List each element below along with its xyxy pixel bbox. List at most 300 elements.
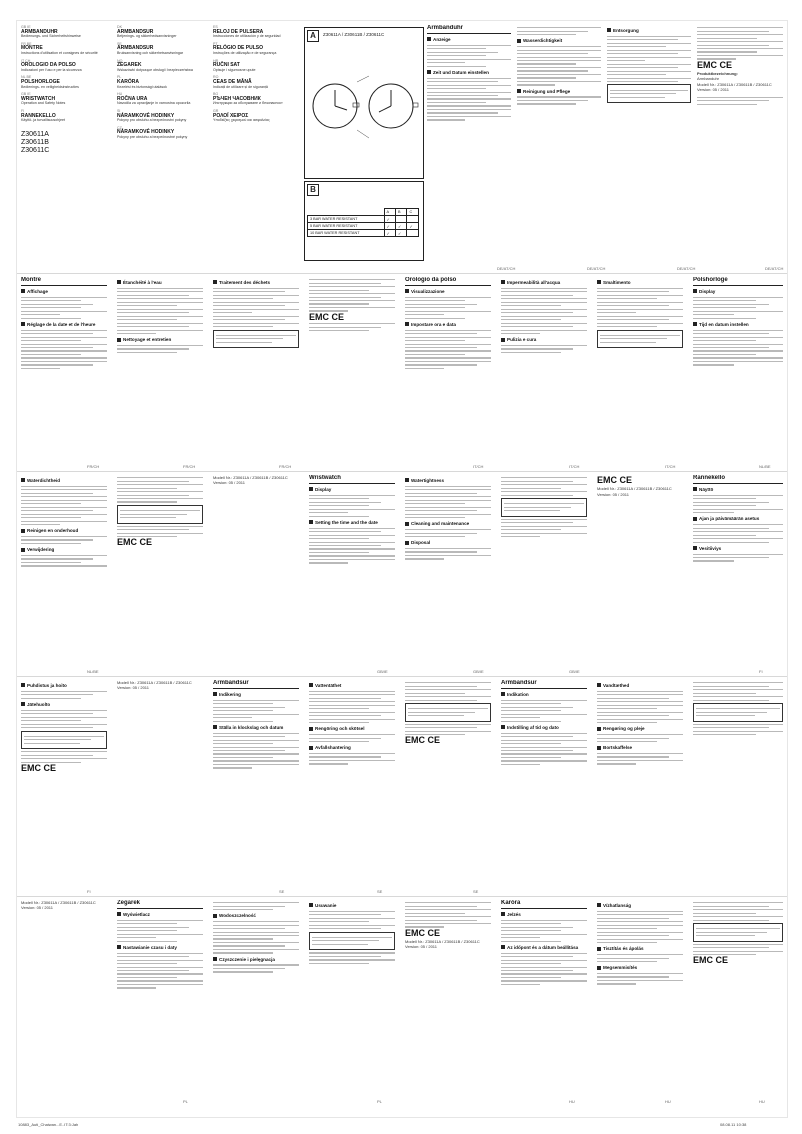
version-label: Version:: [405, 944, 420, 950]
version-label: Version:: [597, 491, 612, 497]
section-heading-text: Vattentäthet: [315, 683, 342, 688]
lang-sub: Operation and Safety Notes: [21, 101, 66, 106]
section-heading-text: Watertightness: [411, 478, 445, 483]
model-label: Modell Nr.:: [697, 81, 717, 87]
check-mark: ✓: [384, 230, 395, 237]
lang-title: ROČNA URA: [117, 95, 148, 102]
lang-sub: Wskazówki dotyczące obsługi i bezpieczeństwa: [117, 67, 193, 72]
warning-box: [21, 731, 107, 750]
section-heading-text: Puhdistus ja hoito: [27, 683, 67, 688]
nl-col3: [117, 475, 203, 549]
lang-code: NO: [117, 58, 123, 63]
section-heading: [693, 322, 783, 328]
section-heading-text: Reinigung und Pflege: [523, 88, 571, 94]
section-heading: [597, 946, 683, 952]
section-heading: [517, 89, 601, 95]
pl-col4: [405, 900, 491, 950]
de-col4: [697, 25, 783, 107]
section-heading: [117, 945, 203, 951]
nl-col1: [693, 277, 783, 368]
section-heading: [501, 337, 587, 343]
section-heading: [597, 965, 683, 971]
check-mark: ✓: [396, 223, 407, 230]
lang-title: RANNEKELLO: [21, 112, 56, 119]
lang-sub: Opisuje i sigurnosne upute: [213, 67, 256, 72]
pl-col2: [213, 900, 299, 975]
section-heading-text: Jätehuolto: [27, 701, 51, 707]
page-number: FI: [87, 889, 91, 894]
section-heading-text: Bortskaffelse: [603, 745, 633, 751]
version-value: 05 / 2011: [228, 480, 245, 486]
emc-ce-mark: EMC CE: [309, 311, 345, 322]
version-value: 05 / 2011: [612, 491, 629, 497]
row-2: [17, 273, 787, 472]
watch-figure-a: [304, 27, 424, 179]
fr-col4: [309, 277, 395, 334]
page-number: GB/IE: [377, 669, 388, 674]
manual-sheet: [16, 20, 788, 1118]
model-number: Z30611C: [21, 146, 50, 154]
version-value: 05 / 2011: [132, 685, 149, 691]
hu-col2: [597, 900, 683, 987]
section-heading-text: Visualizzazione: [411, 289, 445, 294]
section-heading: [597, 726, 683, 732]
section-heading: [21, 528, 107, 534]
lang-code: BG: [213, 92, 219, 97]
section-heading-text: Näyttö: [699, 487, 714, 492]
section-heading-text: Display: [315, 487, 332, 492]
col-header: A: [384, 209, 395, 216]
lang-sub: Bruksanvisning och säkerhetsanvisningar: [117, 50, 184, 55]
section-heading: [693, 487, 783, 493]
fi-col1: [693, 475, 783, 564]
section-heading: [693, 546, 783, 552]
lang-sub: Indicazioni per l'uso e per la sicurezza: [21, 67, 82, 72]
cover-row: [17, 21, 787, 274]
section-heading-text: Czyszczenie i pielęgnacja: [219, 956, 275, 962]
emc-ce-mark: EMC CE: [117, 537, 153, 548]
lang-title: NÁRAMKOVÉ HODINKY: [117, 112, 175, 119]
it-col1: [405, 277, 491, 371]
lang-title: POLSHORLOGE: [21, 78, 60, 85]
watch-face-illustration: [305, 46, 421, 166]
lang-code: RO: [213, 75, 219, 80]
section-heading-text: Affichage: [27, 289, 48, 294]
section-heading: [21, 547, 107, 553]
lang-sub: Pokyny pro obsluhu a bezpečnostní pokyny: [117, 118, 187, 123]
version-value: 05 / 2011: [712, 87, 729, 93]
warning-box: [117, 505, 203, 524]
page-number: DE/AT/CH: [677, 266, 696, 271]
product-info: [405, 939, 491, 950]
page-number: PL: [377, 1099, 382, 1104]
section-heading-text: Waterdichtheid: [27, 478, 61, 483]
lang-title: ARMBANDSUR: [117, 45, 154, 52]
section-heading-text: Nastawianie czasu i daty: [123, 944, 177, 950]
version-value: 05 / 2011: [420, 944, 437, 950]
section-heading-text: Rengøring og pleje: [603, 726, 645, 732]
section-title: Polshorloge: [693, 277, 783, 286]
section-title: Rannekello: [693, 475, 783, 484]
page-number: HU: [665, 1099, 671, 1104]
lang-code: ES: [213, 25, 218, 29]
section-heading: [607, 28, 691, 34]
section-heading: [21, 289, 107, 295]
lang-title: ARMBANDUHR: [21, 28, 58, 35]
dk-col3: [693, 680, 783, 738]
water-row-label: 3 BAR WATER RESISTANT: [308, 216, 385, 223]
lang-code: SI: [117, 108, 121, 113]
section-title: Armbanduhr: [427, 25, 511, 34]
dk-col4: [21, 900, 107, 911]
lang-sub: Indicații de utilizare și de siguranță: [213, 84, 268, 89]
nl-col2: [21, 475, 107, 569]
water-resistance-table: [307, 208, 419, 237]
water-row-label: 5 BAR WATER RESISTANT: [308, 223, 385, 230]
product-value: Armbanduhr: [697, 76, 720, 82]
page-number: IT/CH: [665, 464, 676, 469]
section-heading-text: Az időpont és a dátum beállítása: [507, 944, 579, 950]
gb-col2: [405, 475, 491, 562]
model-label: Modell Nr.:: [597, 486, 617, 492]
warning-box: [501, 498, 587, 517]
section-heading-text: Vízhatlanság: [603, 903, 632, 908]
lang-code: FI: [21, 108, 25, 113]
page-number: HU: [569, 1099, 575, 1104]
se-col3: [405, 680, 491, 747]
row-4: [17, 676, 787, 897]
warning-box: [693, 923, 783, 942]
section-heading: [597, 745, 683, 751]
model-value: Z30611A / Z30611B / Z30611C: [41, 900, 96, 905]
cover-langs-col2: [117, 25, 207, 142]
model-value: Z30611A / Z30611B / Z30611C: [425, 939, 480, 945]
section-heading: [117, 280, 203, 286]
section-title: Wristwatch: [309, 475, 395, 484]
lang-code: NL BE: [21, 75, 32, 80]
col-header: C: [407, 209, 419, 216]
lang-sub: Käyttö- ja turvallisuusohjeet: [21, 118, 65, 123]
page-number: FR/CH: [183, 464, 196, 469]
lang-code: GR: [213, 108, 219, 113]
lang-title: ΡΟΛΟΪ ΧΕΙΡΟΣ: [213, 112, 249, 119]
print-footer-left: 10883_Auti_Chaiwan...E..IT:3:Jah: [18, 1122, 79, 1127]
lang-code: CZ: [117, 125, 122, 130]
section-heading-text: Wyświetlacz: [123, 912, 150, 917]
section-heading-text: Display: [699, 289, 716, 294]
section-heading: [117, 337, 203, 343]
page-number: FI: [759, 669, 763, 674]
warning-box: [607, 84, 691, 103]
section-heading-text: Wodoszczelność: [219, 913, 256, 919]
product-info: [21, 900, 107, 911]
section-heading: [309, 726, 395, 732]
water-row-label: 10 BAR WATER RESISTANT: [308, 230, 385, 237]
fr-col2: [117, 277, 203, 355]
section-heading: [21, 478, 107, 484]
section-heading-text: Ajan ja päivämäärän asetus: [699, 516, 760, 522]
section-heading-text: Nettoyage et entretien: [123, 337, 172, 343]
section-heading: [501, 692, 587, 698]
section-title: Orologio da polso: [405, 277, 491, 286]
nl-col4: [213, 475, 299, 486]
emc-ce-mark: EMC CE: [21, 762, 57, 773]
section-heading-text: Impermeabilità all'acqua: [507, 280, 561, 285]
emc-ce-mark: EMC CE: [597, 475, 633, 485]
row-5: [17, 896, 787, 1106]
lang-code: IT CH: [21, 58, 31, 63]
lang-sub: Bedienungs- und Sicherheitshinweise: [21, 34, 81, 39]
section-heading: [309, 745, 395, 751]
lang-sub: Instructions d'utilisation et consignes de sécurité: [21, 50, 98, 55]
section-heading-text: Verwijdering: [27, 547, 55, 553]
lang-title: ZEGAREK: [117, 62, 142, 69]
section-heading: [309, 683, 395, 689]
check-mark: ✓: [407, 223, 419, 230]
model-number: Z30611A: [21, 130, 49, 138]
section-heading: [309, 520, 395, 526]
section-heading-text: Tijd en datum instellen: [699, 321, 749, 327]
page-number: SE: [473, 889, 479, 894]
water-table-figure: [304, 181, 424, 261]
fr-col1: [21, 277, 107, 371]
page-number: DE/AT/CH: [765, 266, 784, 271]
section-heading: [501, 912, 587, 918]
section-heading-text: Indikation: [507, 692, 529, 697]
page-number: FR/CH: [87, 464, 100, 469]
lang-code: FR BE: [21, 41, 32, 46]
product-info: [697, 71, 783, 93]
section-heading-text: Anzeige: [433, 37, 451, 42]
lang-title: NÁRAMKOVÉ HODINKY: [117, 129, 175, 136]
section-title: Armbandsur: [501, 680, 587, 689]
warning-box: [405, 703, 491, 722]
lang-title: RELOJ DE PULSERA: [213, 28, 264, 35]
page-number: GB/IE: [569, 669, 580, 674]
section-heading: [213, 957, 299, 963]
section-heading: [693, 516, 783, 522]
section-heading: [597, 683, 683, 689]
section-heading: [501, 945, 587, 951]
section-heading: [213, 725, 299, 731]
se-col1: [213, 680, 299, 771]
section-heading: [117, 912, 203, 918]
section-heading-text: Pulizia e cura: [507, 337, 537, 343]
section-heading-text: Disposal: [411, 540, 431, 546]
check-mark: ✓: [396, 230, 407, 237]
gb-col3: [501, 475, 587, 540]
section-heading: [427, 37, 511, 43]
section-heading: [21, 322, 107, 328]
warning-box: [597, 330, 683, 349]
row-3: [17, 471, 787, 677]
lang-sub: Navodila za upravljanje in varnostna opozorila: [117, 101, 191, 106]
product-label: Produktbezeichnung:: [697, 71, 738, 77]
model-value: Z30611A / Z30611B / Z30611C: [137, 680, 192, 685]
section-heading-text: Traitement des déchets: [219, 280, 271, 285]
figure-label-a: A: [307, 30, 319, 42]
section-heading: [405, 322, 491, 328]
section-heading-text: Setting the time and the date: [315, 519, 378, 525]
de-col2: [517, 25, 601, 107]
section-heading-text: Tisztítás és ápolás: [603, 946, 644, 952]
se-col2: [309, 680, 395, 767]
emc-ce-mark: EMC CE: [697, 59, 733, 70]
section-heading: [517, 38, 601, 44]
lang-title: RELÓGIO DE PULSO: [213, 45, 264, 52]
emc-ce-mark: EMC CE: [405, 927, 441, 938]
it-col2: [501, 277, 587, 355]
section-heading-text: Smaltimento: [603, 280, 631, 285]
lang-code: HU: [117, 92, 123, 97]
de-col1: [427, 25, 511, 123]
fi-col2: [21, 680, 107, 774]
page-number: IT/CH: [473, 464, 484, 469]
section-heading-text: Jelzés: [507, 912, 521, 917]
lang-sub: Instrucciones de utilización y de seguridad: [213, 34, 281, 39]
lang-code: HR: [213, 58, 219, 63]
fr-col3: [213, 277, 299, 350]
model-label: Modell Nr.:: [117, 680, 137, 685]
section-heading-text: Cleaning and maintenance: [411, 521, 470, 527]
emc-ce-mark: EMC CE: [405, 735, 441, 746]
lang-sub: Instruções de utilização e de segurança: [213, 50, 277, 55]
de-col3: [607, 25, 691, 105]
lang-sub: Bedienings- en veiligheidsinstructies: [21, 84, 79, 89]
version-label: Version:: [21, 905, 36, 911]
section-heading-text: Usuwanie: [315, 903, 337, 908]
dk-col1: [501, 680, 587, 767]
section-heading-text: Rengöring och skötsel: [315, 726, 365, 732]
section-heading: [405, 478, 491, 484]
cover-langs-col3: [213, 25, 303, 126]
lang-code: DK: [117, 25, 122, 29]
page-number: FR/CH: [279, 464, 292, 469]
lang-code: GB IE: [21, 25, 31, 29]
print-footer-right: 08.08.11 10:38: [720, 1122, 747, 1127]
version-label: Version:: [213, 480, 228, 486]
model-label: Modell Nr.:: [405, 939, 425, 945]
section-heading: [427, 70, 511, 76]
lang-code: PT: [213, 41, 218, 46]
lang-title: ARMBANDSUR: [117, 28, 154, 35]
lang-sub: Betjenings- og sikkerhedsanvisninger: [117, 34, 177, 39]
section-heading: [213, 692, 299, 698]
version-label: Version:: [117, 685, 132, 691]
lang-title: KARÓRA: [117, 78, 139, 85]
emc-ce-mark: EMC CE: [693, 955, 729, 966]
model-value: Z30611A / Z30611B / Z30611C: [717, 81, 772, 87]
page-number: SE: [377, 889, 383, 894]
section-heading: [21, 702, 107, 708]
page-number: NL/BE: [759, 464, 771, 469]
page-number: NL/BE: [87, 669, 99, 674]
section-heading: [597, 280, 683, 286]
section-heading-text: Ställa in klockslag och datum: [219, 724, 284, 730]
warning-box: [693, 703, 783, 722]
pl-col3: [309, 900, 395, 966]
section-heading: [405, 540, 491, 546]
pl-col1: [117, 900, 203, 991]
lang-sub: Pokyny pre obsluhu a bezpečnostné pokyny: [117, 134, 188, 139]
page-number: DE/AT/CH: [497, 266, 516, 271]
product-info: [597, 486, 683, 497]
lang-sub: Kezelési és biztonsági utalások: [117, 84, 167, 89]
it-col3: [597, 277, 683, 350]
section-heading-text: Megsemmisítés: [603, 965, 638, 971]
lang-title: WRISTWATCH: [21, 95, 56, 102]
section-heading: [309, 903, 395, 909]
section-heading: [405, 289, 491, 295]
lang-code: SE: [117, 41, 122, 46]
model-value: Z30611A / Z30611B / Z30611C: [233, 475, 288, 480]
section-heading-text: Impostare ora e data: [411, 321, 456, 327]
model-value: Z30611A / Z30611B / Z30611C: [617, 486, 672, 492]
cover-langs-col1: [21, 25, 111, 155]
section-heading: [309, 487, 395, 493]
model-number: Z30611B: [21, 138, 49, 146]
model-label: Modell Nr.:: [21, 900, 41, 905]
product-info: [213, 475, 299, 486]
section-heading-text: Réglage de la date et de l'heure: [27, 321, 96, 327]
model-label: Modell Nr.:: [213, 475, 233, 480]
lang-sub: Инструкции за обслужване и безопасност: [213, 101, 283, 106]
section-title: Karóra: [501, 900, 587, 909]
gb-col1: [309, 475, 395, 566]
section-heading: [405, 521, 491, 527]
section-heading: [693, 289, 783, 295]
page-number: DE/AT/CH: [587, 266, 606, 271]
check-mark: ✓: [384, 216, 395, 223]
section-heading-text: Reinigen en onderhoud: [27, 528, 79, 534]
page-number: HU: [759, 1099, 765, 1104]
lang-code: GB IE: [21, 92, 31, 97]
hu-col3: [693, 900, 783, 967]
section-title: Montre: [21, 277, 107, 286]
lang-sub: Υποδείξεις χειρισμού και ασφαλείας: [213, 118, 270, 123]
warning-box: [309, 932, 395, 951]
section-title: Zegarek: [117, 900, 203, 909]
figure-title: Z30611A / Z30611B / Z30611C: [323, 32, 385, 37]
section-heading: [597, 903, 683, 909]
lang-title: OROLOGIO DA POLSO: [21, 62, 76, 69]
section-heading: [21, 683, 107, 689]
page-number: PL: [183, 1099, 188, 1104]
section-heading: [501, 725, 587, 731]
section-heading-text: Entsorgung: [613, 28, 639, 33]
section-title: Armbandsur: [213, 680, 299, 689]
fi-col3: [117, 680, 203, 691]
check-mark: ✓: [384, 223, 395, 230]
section-heading-text: Avfallshantering: [315, 745, 351, 751]
lang-title: CEAS DE MÂNĂ: [213, 78, 252, 85]
section-heading-text: Étanchéité à l'eau: [123, 280, 162, 285]
dk-col2: [597, 680, 683, 767]
section-heading-text: Wasserdichtigkeit: [523, 38, 563, 44]
lang-code: PL: [117, 75, 122, 80]
section-heading-text: Zeit und Datum einstellen: [433, 69, 489, 75]
hu-col1: [501, 900, 587, 987]
section-heading-text: Vandtæthed: [603, 683, 630, 688]
lang-title: RUČNI SAT: [213, 62, 240, 69]
lang-title: РЪЧЕН ЧАСОВНИК: [213, 95, 261, 102]
version-value: 05 / 2011: [36, 905, 53, 911]
section-heading-text: Vesitiiviys: [699, 545, 722, 551]
page-number: GB/IE: [473, 669, 484, 674]
section-heading: [213, 913, 299, 919]
page-number: SE: [279, 889, 285, 894]
page-number: IT/CH: [569, 464, 580, 469]
